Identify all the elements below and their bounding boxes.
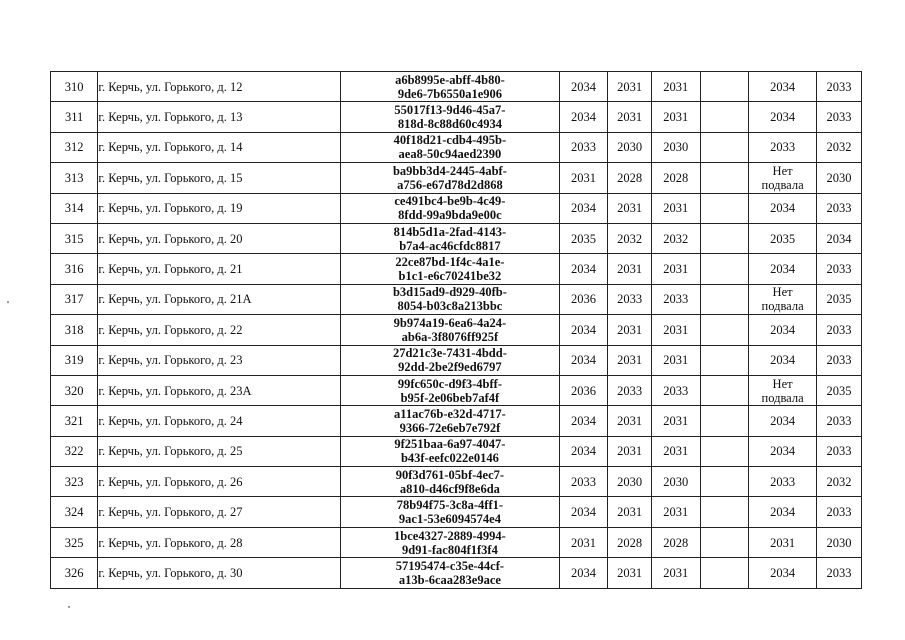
guid-part-2: aea8-50c94aed2390 — [398, 147, 502, 162]
basement-cell — [749, 345, 817, 375]
row-number: 323 — [51, 467, 98, 497]
year-cell-3: 2031 — [651, 193, 700, 223]
row-number: 316 — [51, 254, 98, 284]
year-cell-6: 2035 — [817, 284, 862, 314]
year-cell-1: 2036 — [559, 375, 608, 405]
basement-cell — [749, 315, 817, 345]
year-cell-3: 2030 — [651, 132, 700, 162]
year-cell-3: 2031 — [651, 254, 700, 284]
basement-cell — [749, 375, 817, 405]
year-cell-6: 2030 — [817, 527, 862, 557]
year-cell-2: 2031 — [608, 345, 652, 375]
year-cell-2: 2031 — [608, 558, 652, 588]
year-cell-6: 2032 — [817, 467, 862, 497]
empty-cell — [700, 163, 749, 193]
guid-part-2: 9366-72e6eb7e792f — [399, 420, 501, 435]
guid-part-2: 9d91-fac804f1f3f4 — [402, 542, 498, 557]
guid-cell — [341, 254, 560, 284]
guid-part-2: a13b-6caa283e9ace — [398, 572, 501, 587]
guid-part-2: a756-e67d78d2d868 — [397, 177, 503, 192]
empty-cell — [700, 497, 749, 527]
table-row — [51, 315, 862, 345]
table-row — [51, 406, 862, 436]
year-cell-2: 2028 — [608, 163, 652, 193]
year-cell-2: 2028 — [608, 527, 652, 557]
address-cell: г. Керчь, ул. Горького, д. 14 — [98, 132, 341, 162]
basement-line-1: 2031 — [770, 535, 796, 550]
guid-part-2: 9de6-7b6550a1e906 — [397, 86, 502, 101]
basement-cell — [749, 406, 817, 436]
year-cell-3: 2031 — [651, 406, 700, 436]
table-row — [51, 102, 862, 132]
guid-part-1: 57195474-c35e-44cf- — [395, 558, 505, 573]
year-cell-2: 2031 — [608, 497, 652, 527]
empty-cell — [700, 345, 749, 375]
guid-part-2: 8054-b03c8a213bbc — [397, 299, 503, 314]
basement-cell — [749, 163, 817, 193]
row-number: 314 — [51, 193, 98, 223]
basement-cell — [749, 223, 817, 253]
year-cell-1: 2034 — [559, 497, 608, 527]
year-cell-3: 2030 — [651, 467, 700, 497]
guid-cell — [341, 345, 560, 375]
year-cell-2: 2031 — [608, 436, 652, 466]
guid-cell — [341, 102, 560, 132]
table-row — [51, 467, 862, 497]
year-cell-2: 2033 — [608, 284, 652, 314]
year-cell-6: 2033 — [817, 72, 862, 102]
table-row — [51, 558, 862, 588]
year-cell-3: 2028 — [651, 527, 700, 557]
basement-line-1: Нет — [772, 163, 793, 178]
guid-part-1: 90f3d761-05bf-4ec7- — [395, 467, 505, 482]
year-cell-1: 2034 — [559, 254, 608, 284]
year-cell-1: 2031 — [559, 163, 608, 193]
empty-cell — [700, 406, 749, 436]
empty-cell — [700, 315, 749, 345]
row-number: 313 — [51, 163, 98, 193]
guid-part-2: 9ac1-53e6094574e4 — [398, 512, 501, 527]
table-row — [51, 284, 862, 314]
basement-line-2: подвала — [761, 390, 804, 405]
guid-part-2: 8fdd-99a9bda9e00c — [398, 208, 502, 223]
address-cell: г. Керчь, ул. Горького, д. 30 — [98, 558, 341, 588]
address-cell: г. Керчь, ул. Горького, д. 20 — [98, 223, 341, 253]
address-cell: г. Керчь, ул. Горького, д. 19 — [98, 193, 341, 223]
guid-cell — [341, 193, 560, 223]
basement-cell — [749, 132, 817, 162]
address-cell: г. Керчь, ул. Горького, д. 23 — [98, 345, 341, 375]
address-cell: г. Керчь, ул. Горького, д. 15 — [98, 163, 341, 193]
guid-part-1: a6b8995e-abff-4b80- — [395, 72, 505, 87]
guid-cell — [341, 436, 560, 466]
year-cell-2: 2033 — [608, 375, 652, 405]
row-number: 320 — [51, 375, 98, 405]
guid-part-1: 9f251baa-6a97-4047- — [394, 437, 506, 452]
table-row — [51, 345, 862, 375]
year-cell-1: 2036 — [559, 284, 608, 314]
basement-line-1: Нет — [772, 376, 793, 391]
table-row — [51, 497, 862, 527]
year-cell-1: 2033 — [559, 467, 608, 497]
address-cell: г. Керчь, ул. Горького, д. 22 — [98, 315, 341, 345]
basement-cell — [749, 254, 817, 284]
basement-line-1: 2034 — [770, 262, 796, 277]
guid-part-1: 27d21c3e-7431-4bdd- — [392, 346, 507, 361]
guid-part-1: 22ce87bd-1f4c-4a1e- — [395, 255, 505, 270]
year-cell-2: 2030 — [608, 132, 652, 162]
empty-cell — [700, 193, 749, 223]
basement-line-1: 2034 — [770, 201, 796, 216]
year-cell-1: 2034 — [559, 72, 608, 102]
year-cell-6: 2032 — [817, 132, 862, 162]
year-cell-1: 2034 — [559, 315, 608, 345]
year-cell-3: 2032 — [651, 223, 700, 253]
guid-cell — [341, 558, 560, 588]
table-row — [51, 527, 862, 557]
year-cell-1: 2034 — [559, 558, 608, 588]
guid-part-1: 40f18d21-cdb4-495b- — [393, 133, 507, 148]
row-number: 321 — [51, 406, 98, 436]
guid-part-1: ce491bc4-be9b-4c49- — [394, 194, 506, 209]
basement-cell — [749, 102, 817, 132]
guid-part-1: 814b5d1a-2fad-4143- — [393, 224, 507, 239]
guid-part-2: ab6a-3f8076ff925f — [401, 329, 499, 344]
year-cell-3: 2031 — [651, 558, 700, 588]
table-body — [51, 72, 862, 589]
table-row — [51, 163, 862, 193]
basement-cell — [749, 193, 817, 223]
basement-line-1: Нет — [772, 285, 793, 300]
year-cell-2: 2031 — [608, 254, 652, 284]
row-number: 326 — [51, 558, 98, 588]
year-cell-6: 2034 — [817, 223, 862, 253]
guid-part-1: 9b974a19-6ea6-4a24- — [393, 315, 507, 330]
guid-part-2: b1c1-e6c70241be32 — [398, 269, 502, 284]
year-cell-6: 2033 — [817, 558, 862, 588]
basement-line-1: 2033 — [770, 474, 796, 489]
guid-cell — [341, 375, 560, 405]
basement-line-2: подвала — [761, 177, 804, 192]
year-cell-2: 2031 — [608, 315, 652, 345]
year-cell-6: 2033 — [817, 436, 862, 466]
year-cell-2: 2032 — [608, 223, 652, 253]
year-cell-1: 2034 — [559, 436, 608, 466]
basement-line-1: 2034 — [770, 322, 796, 337]
basement-line-1: 2034 — [770, 79, 796, 94]
guid-part-2: 818d-8c88d60c4934 — [397, 117, 502, 132]
address-cell: г. Керчь, ул. Горького, д. 23А — [98, 375, 341, 405]
basement-cell — [749, 436, 817, 466]
guid-cell — [341, 132, 560, 162]
guid-part-1: ba9bb3d4-2445-4abf- — [392, 163, 507, 178]
table-row — [51, 254, 862, 284]
table-row — [51, 132, 862, 162]
guid-part-2: 92dd-2be2f9ed6797 — [398, 360, 502, 375]
empty-cell — [700, 375, 749, 405]
year-cell-3: 2031 — [651, 497, 700, 527]
guid-cell — [341, 284, 560, 314]
table-row — [51, 72, 862, 102]
empty-cell — [700, 132, 749, 162]
guid-cell — [341, 406, 560, 436]
guid-part-2: b43f-eefc022e0146 — [400, 451, 499, 466]
empty-cell — [700, 436, 749, 466]
year-cell-3: 2031 — [651, 345, 700, 375]
row-number: 311 — [51, 102, 98, 132]
empty-cell — [700, 527, 749, 557]
address-cell: г. Керчь, ул. Горького, д. 24 — [98, 406, 341, 436]
year-cell-1: 2034 — [559, 345, 608, 375]
year-cell-1: 2034 — [559, 102, 608, 132]
year-cell-3: 2033 — [651, 375, 700, 405]
basement-line-1: 2034 — [770, 444, 796, 459]
year-cell-1: 2034 — [559, 193, 608, 223]
guid-cell — [341, 72, 560, 102]
basement-line-2: подвала — [761, 299, 804, 314]
year-cell-2: 2030 — [608, 467, 652, 497]
row-number: 322 — [51, 436, 98, 466]
basement-cell — [749, 284, 817, 314]
basement-line-1: 2034 — [770, 565, 796, 580]
scan-speck — [7, 301, 9, 303]
guid-part-1: 1bce4327-2889-4994- — [394, 528, 506, 543]
housing-table — [50, 71, 862, 589]
guid-part-1: 99fc650c-d9f3-4bff- — [397, 376, 502, 391]
row-number: 318 — [51, 315, 98, 345]
guid-part-1: a11ac76b-e32d-4717- — [394, 406, 506, 421]
basement-line-1: 2034 — [770, 413, 796, 428]
year-cell-6: 2033 — [817, 193, 862, 223]
guid-cell — [341, 527, 560, 557]
year-cell-1: 2034 — [559, 406, 608, 436]
basement-line-1: 2034 — [770, 505, 796, 520]
row-number: 317 — [51, 284, 98, 314]
row-number: 315 — [51, 223, 98, 253]
year-cell-3: 2031 — [651, 102, 700, 132]
guid-part-1: 78b94f75-3c8a-4ff1- — [396, 498, 504, 513]
basement-cell — [749, 527, 817, 557]
year-cell-3: 2031 — [651, 72, 700, 102]
year-cell-6: 2033 — [817, 254, 862, 284]
address-cell: г. Керчь, ул. Горького, д. 27 — [98, 497, 341, 527]
basement-line-1: 2033 — [770, 140, 796, 155]
table-row — [51, 375, 862, 405]
address-cell: г. Керчь, ул. Горького, д. 13 — [98, 102, 341, 132]
year-cell-6: 2033 — [817, 406, 862, 436]
guid-part-2: a810-d46cf9f8e6da — [399, 481, 500, 496]
basement-cell — [749, 558, 817, 588]
year-cell-1: 2035 — [559, 223, 608, 253]
year-cell-2: 2031 — [608, 193, 652, 223]
empty-cell — [700, 223, 749, 253]
table-row — [51, 193, 862, 223]
row-number: 325 — [51, 527, 98, 557]
address-cell: г. Керчь, ул. Горького, д. 21 — [98, 254, 341, 284]
year-cell-3: 2031 — [651, 315, 700, 345]
basement-line-1: 2034 — [770, 110, 796, 125]
empty-cell — [700, 72, 749, 102]
guid-cell — [341, 315, 560, 345]
year-cell-3: 2031 — [651, 436, 700, 466]
year-cell-3: 2033 — [651, 284, 700, 314]
empty-cell — [700, 467, 749, 497]
year-cell-1: 2031 — [559, 527, 608, 557]
guid-part-2: b7a4-ac46cfdc8817 — [399, 238, 501, 253]
empty-cell — [700, 558, 749, 588]
year-cell-6: 2033 — [817, 102, 862, 132]
basement-line-1: 2035 — [770, 231, 796, 246]
address-cell: г. Керчь, ул. Горького, д. 21А — [98, 284, 341, 314]
address-cell: г. Керчь, ул. Горького, д. 26 — [98, 467, 341, 497]
year-cell-3: 2028 — [651, 163, 700, 193]
guid-cell — [341, 163, 560, 193]
empty-cell — [700, 284, 749, 314]
address-cell: г. Керчь, ул. Горького, д. 25 — [98, 436, 341, 466]
guid-cell — [341, 467, 560, 497]
address-cell: г. Керчь, ул. Горького, д. 28 — [98, 527, 341, 557]
year-cell-6: 2033 — [817, 497, 862, 527]
year-cell-6: 2030 — [817, 163, 862, 193]
address-cell: г. Керчь, ул. Горького, д. 12 — [98, 72, 341, 102]
year-cell-2: 2031 — [608, 406, 652, 436]
year-cell-2: 2031 — [608, 72, 652, 102]
guid-part-1: 55017f13-9d46-45a7- — [394, 103, 506, 118]
empty-cell — [700, 102, 749, 132]
table-row — [51, 436, 862, 466]
guid-cell — [341, 497, 560, 527]
basement-cell — [749, 497, 817, 527]
scan-speck — [68, 606, 70, 608]
basement-cell — [749, 72, 817, 102]
guid-part-1: b3d15ad9-d929-40fb- — [392, 285, 507, 300]
empty-cell — [700, 254, 749, 284]
row-number: 319 — [51, 345, 98, 375]
row-number: 312 — [51, 132, 98, 162]
year-cell-6: 2033 — [817, 345, 862, 375]
basement-cell — [749, 467, 817, 497]
guid-part-2: b95f-2e06beb7af4f — [400, 390, 500, 405]
year-cell-6: 2033 — [817, 315, 862, 345]
row-number: 324 — [51, 497, 98, 527]
year-cell-2: 2031 — [608, 102, 652, 132]
year-cell-6: 2035 — [817, 375, 862, 405]
table-row — [51, 223, 862, 253]
year-cell-1: 2033 — [559, 132, 608, 162]
row-number: 310 — [51, 72, 98, 102]
guid-cell — [341, 223, 560, 253]
basement-line-1: 2034 — [770, 353, 796, 368]
